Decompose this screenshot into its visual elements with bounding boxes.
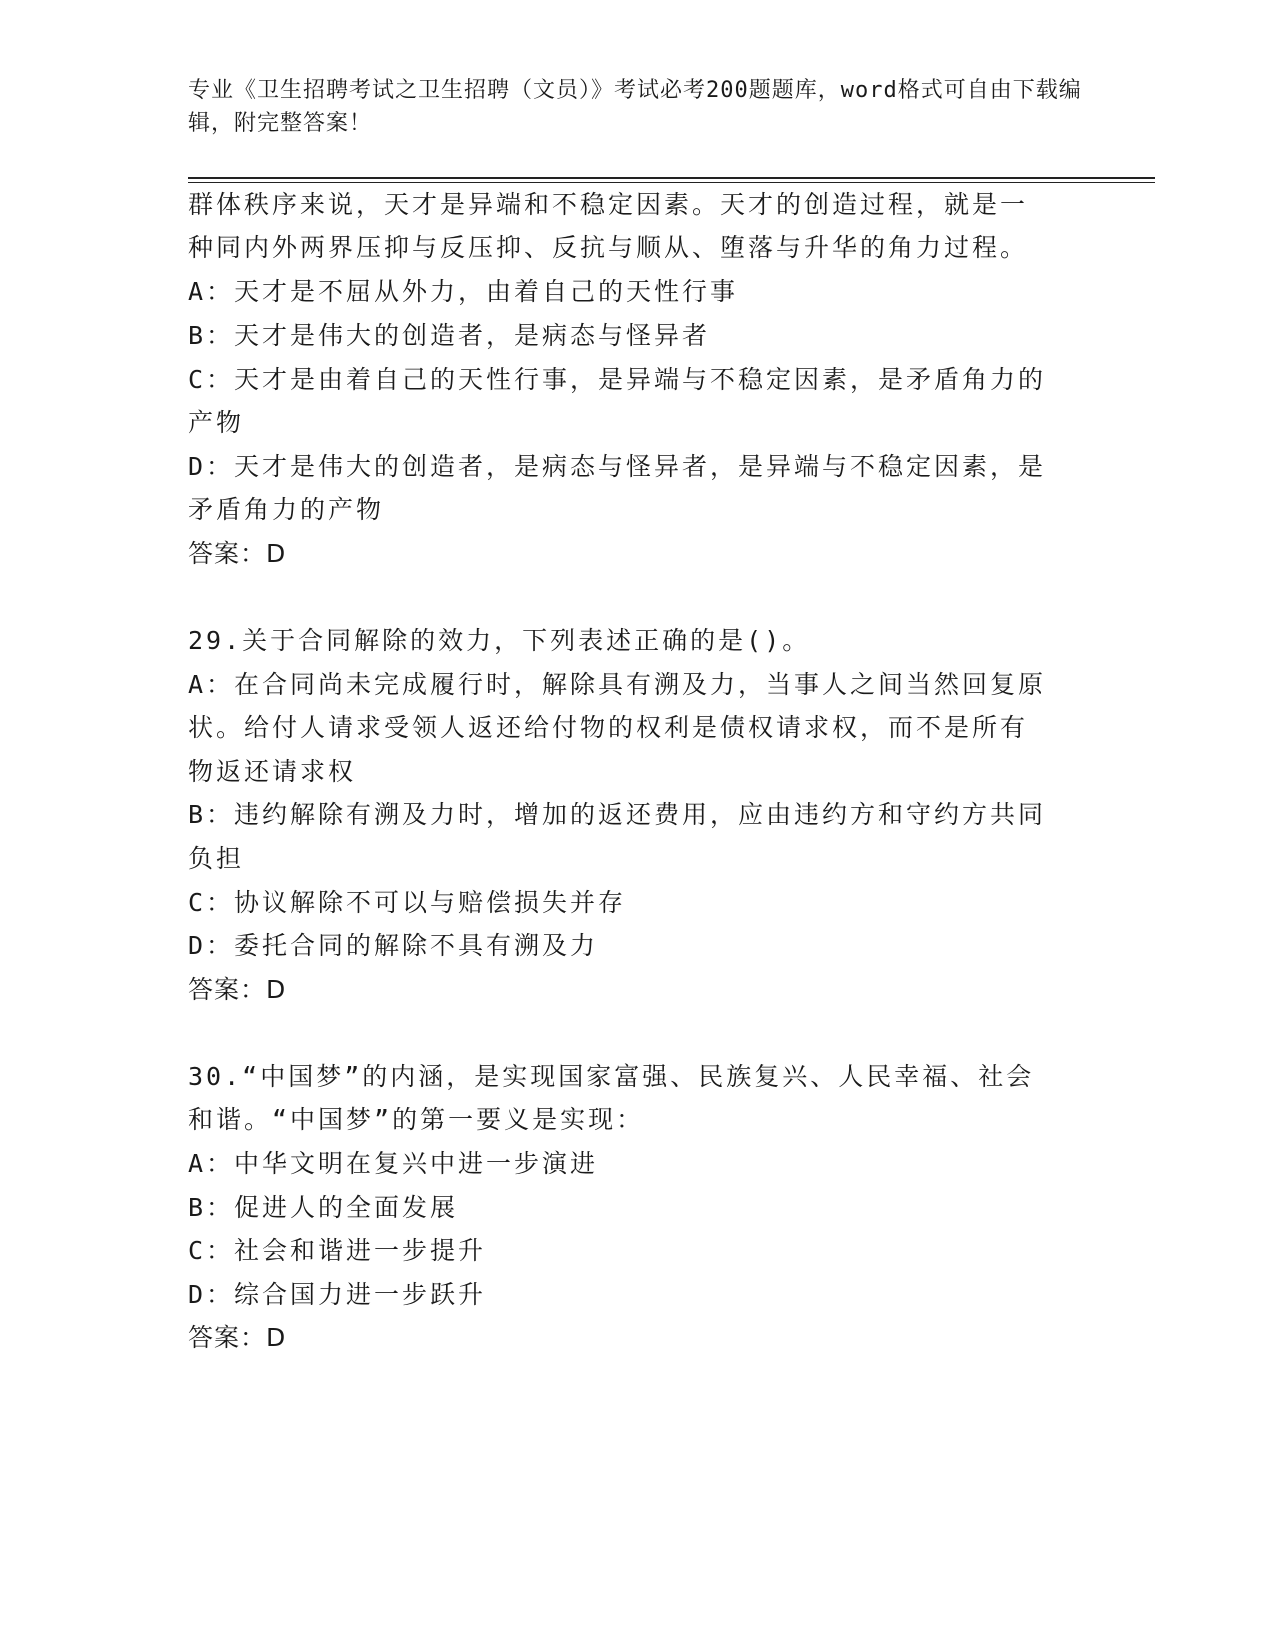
q29-answer: 答案：D bbox=[188, 975, 287, 1004]
q28-option-c-cont: 产物 bbox=[188, 408, 245, 437]
header-divider bbox=[188, 177, 1155, 179]
q29-option-d: D：委托合同的解除不具有溯及力 bbox=[188, 931, 599, 960]
q29-option-a: A：在合同尚未完成履行时，解除具有溯及力，当事人之间当然回复原 bbox=[188, 670, 1047, 699]
header-divider-thin bbox=[188, 182, 1155, 183]
q30-option-c: C：社会和谐进一步提升 bbox=[188, 1236, 487, 1265]
q29-option-a-cont: 状。给付人请求受领人返还给付物的权利是债权请求权，而不是所有 bbox=[188, 713, 1029, 742]
q28-option-b: B：天才是伟大的创造者，是病态与怪异者 bbox=[188, 321, 711, 350]
q28-passage-line: 种同内外两界压抑与反压抑、反抗与顺从、堕落与升华的角力过程。 bbox=[188, 233, 1029, 262]
q28-option-a: A：天才是不屈从外力，由着自己的天性行事 bbox=[188, 277, 739, 306]
q30-stem: 30.“中国梦”的内涵，是实现国家富强、民族复兴、人民幸福、社会 bbox=[188, 1062, 1035, 1091]
q30-answer: 答案：D bbox=[188, 1323, 287, 1352]
document-header: 专业《卫生招聘考试之卫生招聘（文员）》考试必考200题题库，word格式可自由下载编辑，附完整答案！ bbox=[188, 78, 1082, 136]
q28-option-d: D：天才是伟大的创造者，是病态与怪异者，是异端与不稳定因素，是 bbox=[188, 452, 1047, 481]
q28-passage-line: 群体秩序来说，天才是异端和不稳定因素。天才的创造过程，就是一 bbox=[188, 190, 1029, 219]
q28-option-c: C：天才是由着自己的天性行事，是异端与不稳定因素，是矛盾角力的 bbox=[188, 365, 1047, 394]
q29-option-b: B：违约解除有溯及力时，增加的返还费用，应由违约方和守约方共同 bbox=[188, 800, 1047, 829]
q30-option-b: B：促进人的全面发展 bbox=[188, 1193, 459, 1222]
q29-option-c: C：协议解除不可以与赔偿损失并存 bbox=[188, 888, 627, 917]
q29-option-a-cont: 物返还请求权 bbox=[188, 757, 357, 786]
q29-option-b-cont: 负担 bbox=[188, 844, 245, 873]
q30-stem-cont: 和谐。“中国梦”的第一要义是实现： bbox=[188, 1105, 645, 1134]
q28-option-d-cont: 矛盾角力的产物 bbox=[188, 495, 385, 524]
q28-answer: 答案：D bbox=[188, 539, 287, 568]
q29-stem: 29.关于合同解除的效力，下列表述正确的是()。 bbox=[188, 626, 811, 655]
q30-option-d: D：综合国力进一步跃升 bbox=[188, 1280, 487, 1309]
q30-option-a: A：中华文明在复兴中进一步演进 bbox=[188, 1149, 599, 1178]
